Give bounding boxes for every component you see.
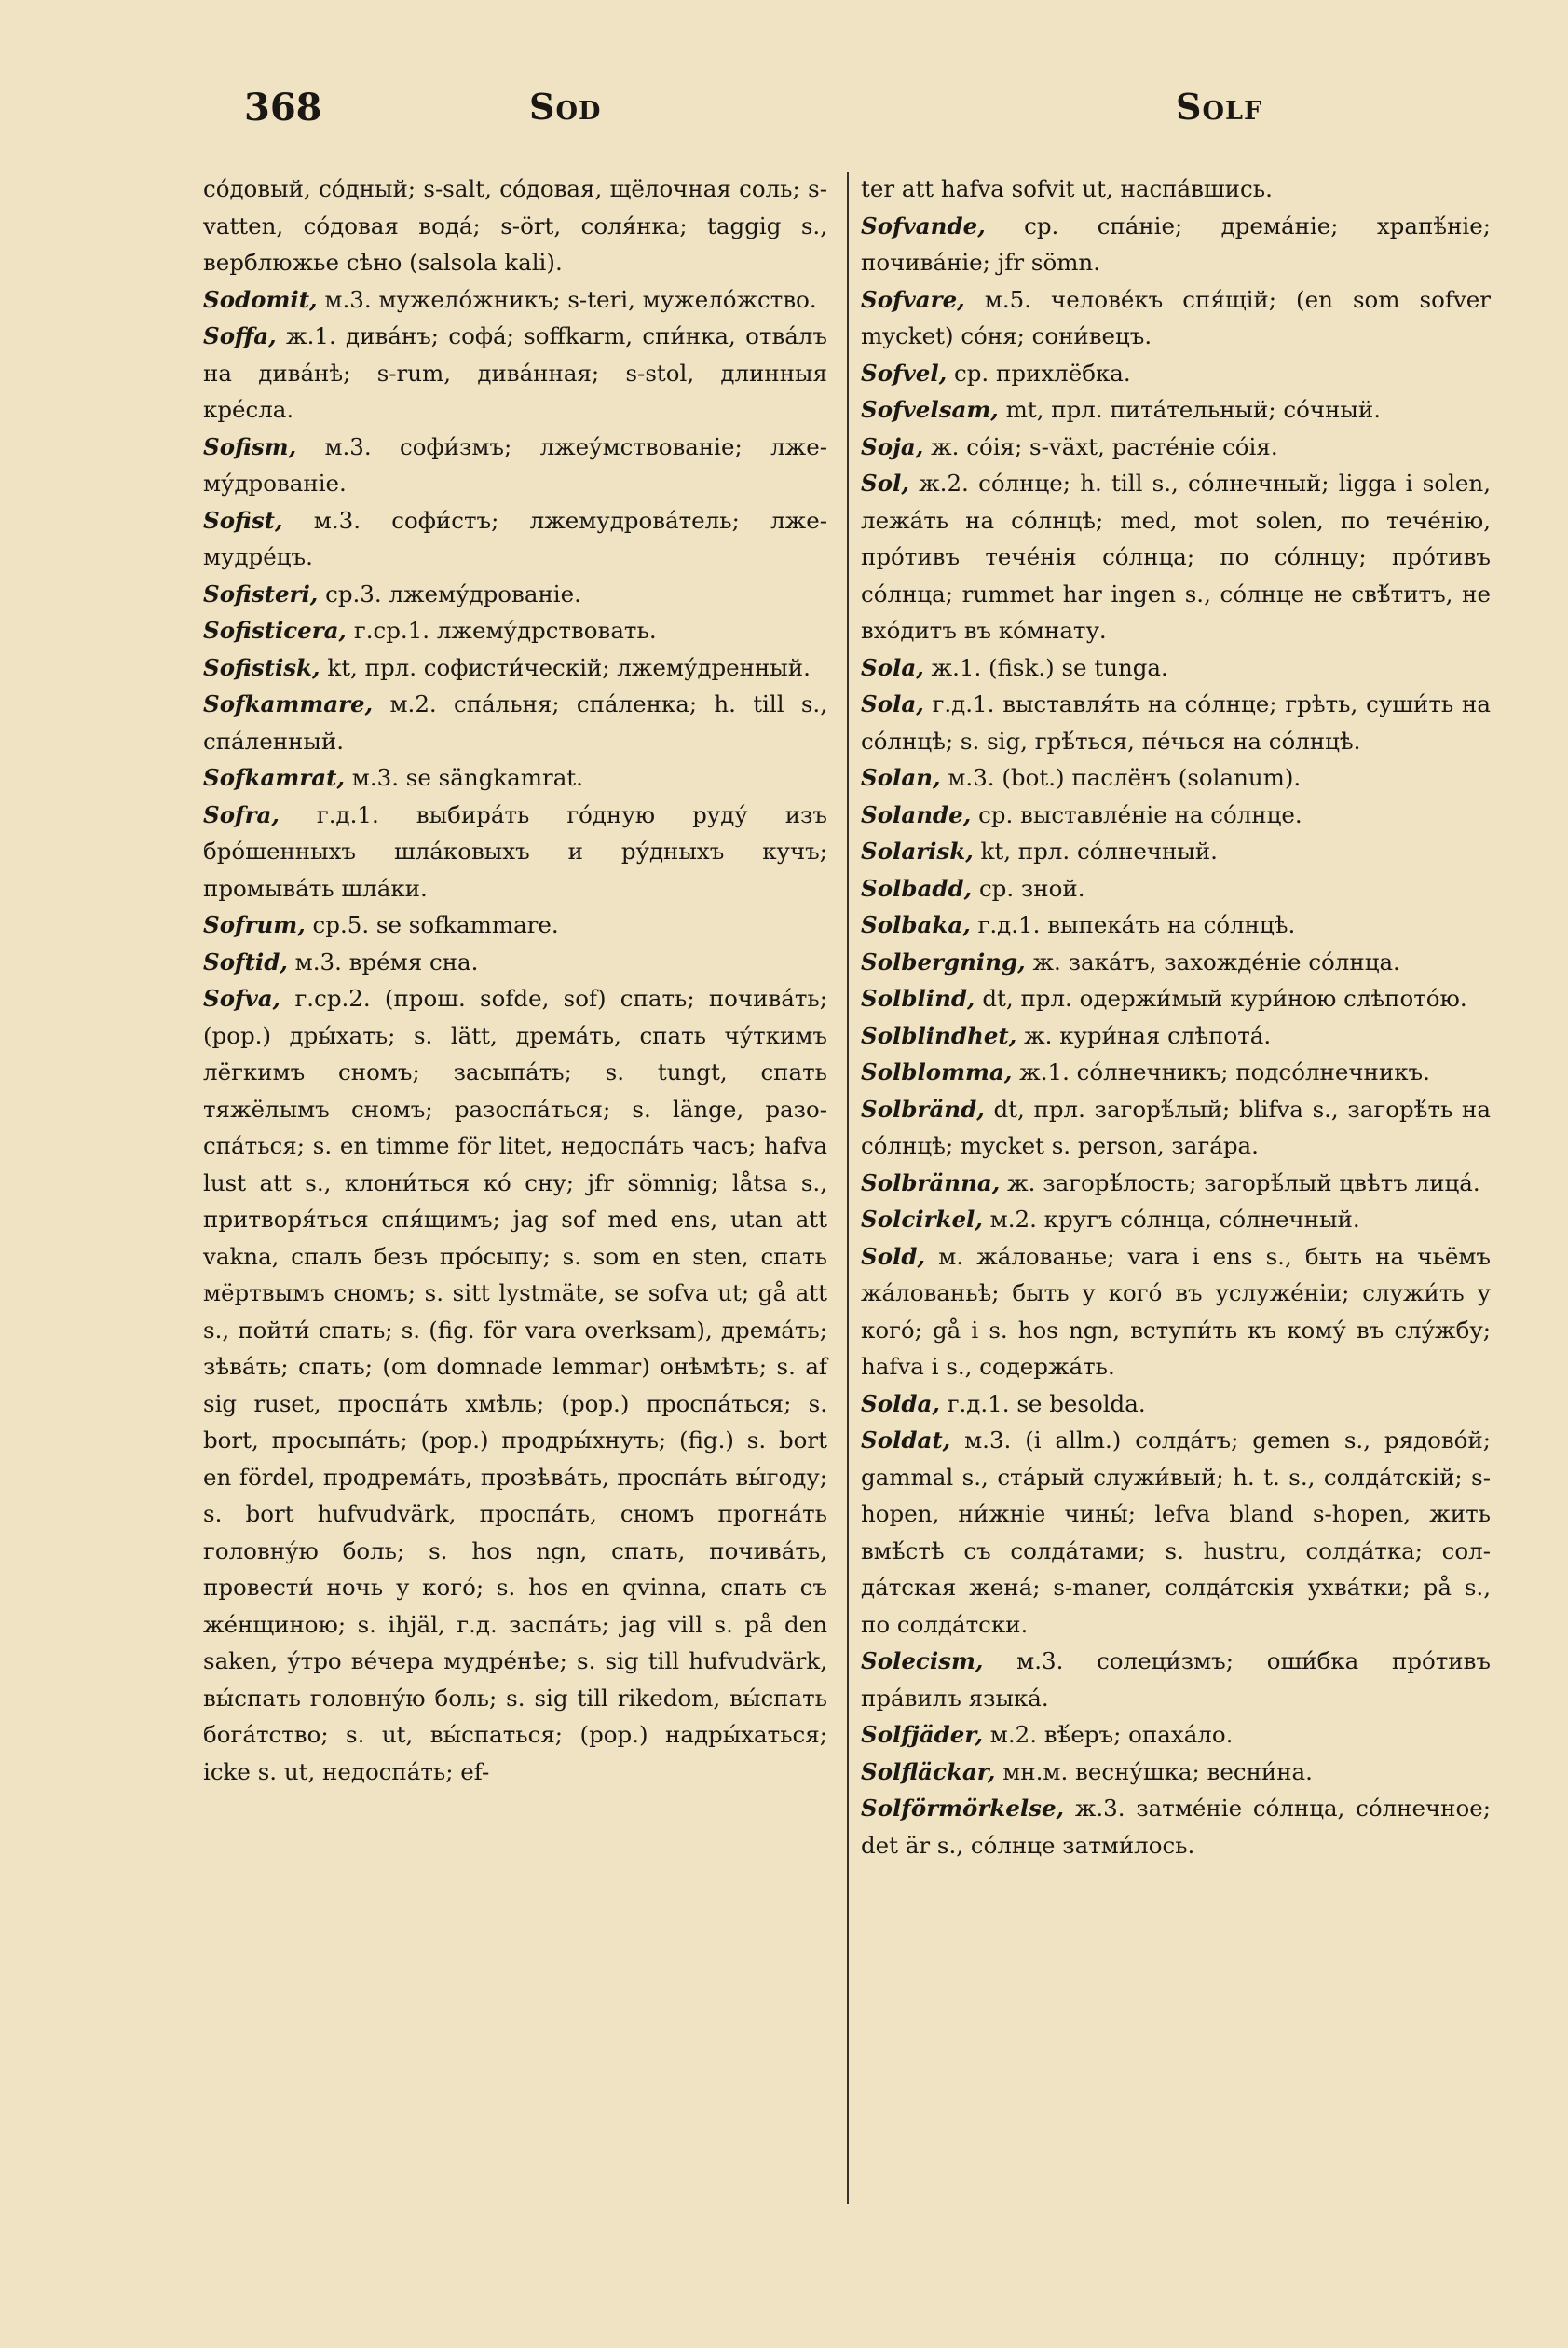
entry-definition: ср. зной. <box>978 874 1085 902</box>
dictionary-entry <box>203 907 827 944</box>
dictionary-entry <box>861 355 1491 392</box>
entry-definition: ж.1. дива́нъ; софа́; soffkarm, спи́нка, отва́лъ на дива́нѣ; s-rum, дива́нная; s-stol, длинныя кре́сла. <box>203 322 827 423</box>
entry-definition: м.3. софи́змъ; лжеу́мствованіе; лжему́дрованіе. <box>203 432 827 497</box>
entry-headword: Sofra, <box>203 800 280 828</box>
entry-definition: ter att hafva sofvit ut, наспа́вшись. <box>861 175 1273 202</box>
dictionary-entry <box>203 797 827 908</box>
dictionary-entry <box>861 391 1491 429</box>
dictionary-entry <box>203 759 827 797</box>
entry-definition: dt, прл. загорѣ́лый; blifva s., загорѣ́ть на со́лнцѣ; mycket s. person, зага́ра. <box>861 1095 1491 1159</box>
entry-headword: Solblind, <box>861 985 975 1012</box>
dictionary-entry <box>861 208 1491 281</box>
entry-headword: Sodomit, <box>203 285 318 313</box>
dictionary-entry <box>861 833 1491 870</box>
entry-definition: мн.м. весну́шка; весни́на. <box>1002 1757 1313 1785</box>
dictionary-entry <box>203 686 827 759</box>
dictionary-entry <box>203 980 827 1790</box>
dictionary-entry <box>861 1386 1491 1423</box>
entry-definition: ж. со́ія; s-växt, расте́ніе со́ія. <box>931 432 1278 460</box>
entry-definition: м.3. (i allm.) солда́тъ; gemen s., рядово́й; gammal s., ста́рый служи́вый; h. t. s., солда́тскій; s-hopen, ни́жніе чины́; lefva bland s-hopen, жить вмѣ́стѣ съ солда́тами; s. hustru, солда́тка; солда́тская жена́; s-maner, солда́тскія ухва́тки; på s., по солда́тски. <box>861 1427 1492 1638</box>
entry-headword: Sofisteri, <box>203 580 319 607</box>
entry-headword: Sofvare, <box>861 285 965 313</box>
dictionary-entry <box>861 649 1491 687</box>
dictionary-entry <box>861 980 1491 1017</box>
entry-definition: со́довый, со́дный; s-salt, со́довая, щёлочная соль; s-vatten, со́довая вода́; s-ört, соля́нка; taggig s., верблюжье сѣно (salsola kali). <box>203 175 827 276</box>
entry-definition: dt, прл. одержи́мый кури́ною слѣпото́ю. <box>982 985 1467 1012</box>
dictionary-entry <box>861 429 1491 466</box>
entry-headword: Solblindhet, <box>861 1021 1017 1049</box>
entry-headword: Sola, <box>861 690 924 717</box>
entry-definition: г.ср.1. лжему́дрствовать. <box>353 617 657 644</box>
dictionary-entry <box>861 907 1491 944</box>
dictionary-entry <box>861 1716 1491 1754</box>
entry-headword: Sola, <box>861 653 924 681</box>
entry-definition: kt, прл. со́лнечный. <box>980 838 1218 865</box>
entry-headword: Solbaka, <box>861 911 971 938</box>
entry-headword: Sofvande, <box>861 212 986 239</box>
dictionary-entry <box>203 171 827 281</box>
entry-headword: Softid, <box>203 948 288 976</box>
dictionary-entry <box>861 797 1491 834</box>
entry-headword: Solande, <box>861 800 972 828</box>
entry-definition: г.д.1. выставля́ть на со́лнце; грѣть, суши́ть на со́лнцѣ; s. sig, грѣ́ться, пе́чься на со́лнцѣ. <box>861 690 1491 755</box>
entry-definition: м.2. вѣ́еръ; опаха́ло. <box>989 1721 1234 1748</box>
dictionary-entry <box>861 686 1491 759</box>
entry-definition: г.д.1. se besolda. <box>947 1389 1146 1417</box>
entry-headword: Sofism, <box>203 432 297 460</box>
dictionary-entry <box>861 1422 1491 1643</box>
entry-headword: Solförmörkelse, <box>861 1795 1065 1822</box>
entry-headword: Sofvelsam, <box>861 396 999 423</box>
dictionary-entry <box>861 281 1491 355</box>
entry-definition: ж. зака́тъ, захожде́ніе со́лнца. <box>1032 948 1400 976</box>
entry-definition: ср.5. se sofkammare. <box>312 911 559 938</box>
dictionary-entry <box>203 612 827 649</box>
entry-definition: ср. спа́ніе; дрема́ніе; храпѣ́ніе; почива́ніе; jfr sömn. <box>861 212 1491 276</box>
entry-headword: Sofkamrat, <box>203 764 345 791</box>
dictionary-entry <box>861 1091 1491 1165</box>
entry-headword: Solcirkel, <box>861 1206 983 1233</box>
dictionary-entry <box>861 1754 1491 1791</box>
dictionary-entry <box>861 870 1491 908</box>
entry-definition: mt, прл. пита́тельный; со́чный. <box>1005 396 1382 423</box>
dictionary-entry <box>203 944 827 981</box>
entry-headword: Solblomma, <box>861 1058 1013 1085</box>
dictionary-entry <box>861 1054 1491 1091</box>
dictionary-entry <box>861 1165 1491 1202</box>
entry-headword: Solda, <box>861 1389 940 1417</box>
left-guide-word: Sod <box>529 86 602 128</box>
entry-headword: Sol, <box>861 470 909 497</box>
entry-headword: Sofistisk, <box>203 653 320 681</box>
entry-definition: м.3. se sängkamrat. <box>351 764 583 791</box>
entry-definition: м.2. спа́льня; спа́ленка; h. till s., спа́ленный. <box>203 690 827 755</box>
entry-headword: Solbränna, <box>861 1168 1001 1196</box>
entry-definition: м.3. солеци́змъ; оши́бка про́тивъ пра́вилъ языка́. <box>861 1647 1491 1712</box>
entry-headword: Sofva, <box>203 985 281 1012</box>
entry-headword: Solfjäder, <box>861 1721 983 1748</box>
entry-headword: Sold, <box>861 1242 926 1270</box>
dictionary-entry <box>203 576 827 613</box>
entry-definition: ж.3. затме́ніе со́лнца, со́лнечное; det är s., со́лнце затми́лось. <box>861 1795 1491 1859</box>
entry-definition: м.3. (bot.) паслёнъ (solanum). <box>948 764 1302 791</box>
dictionary-entry <box>203 429 827 502</box>
entry-headword: Sofisticera, <box>203 617 348 644</box>
dictionary-entry <box>861 1017 1491 1055</box>
entry-definition: м.3. софи́стъ; лжемудрова́тель; лжемудре́цъ. <box>203 506 827 570</box>
entry-definition: м.3. вре́мя сна. <box>294 948 479 976</box>
entry-definition: ср.3. лжему́дрованіе. <box>325 580 581 607</box>
entry-definition: г.д.1. выпека́ть на со́лнцѣ. <box>977 911 1296 938</box>
dictionary-entry <box>861 171 1491 208</box>
entry-definition: м.3. мужело́жникъ; s-teri, мужело́жство. <box>324 285 817 313</box>
dictionary-entry <box>861 465 1491 649</box>
dictionary-entry <box>203 649 827 687</box>
entry-definition: ж.2. со́лнце; h. till s., со́лнечный; ligga i solen, лежа́ть на со́лнцѣ; med, mot solen, по тече́нію, про́тивъ тече́нія со́лнца; по со́лнцу; про́тивъ со́лнца; rummet har ingen s., со́лнце не свѣ́титъ, не вхо́дитъ въ ко́мнату. <box>861 470 1492 644</box>
entry-headword: Soja, <box>861 432 924 460</box>
entry-definition: ж.1. (fisk.) se tunga. <box>931 653 1168 681</box>
right-guide-word: Solf <box>1176 86 1263 128</box>
dictionary-entry <box>203 318 827 429</box>
dictionary-entry <box>203 502 827 576</box>
entry-definition: м.5. челове́къ спя́щій; (en som sofver mycket) со́ня; сони́вецъ. <box>861 285 1491 349</box>
entry-headword: Soldat, <box>861 1427 951 1454</box>
column-divider <box>847 172 849 2204</box>
page-header <box>0 86 1568 142</box>
dictionary-entry <box>861 759 1491 797</box>
entry-headword: Sofist, <box>203 506 283 534</box>
entry-headword: Sofvel, <box>861 359 948 387</box>
page-number: 368 <box>244 86 322 130</box>
entry-headword: Solarisk, <box>861 838 974 865</box>
entry-headword: Solbränd, <box>861 1095 985 1123</box>
entry-definition: м. жа́лованье; vara i ens s., быть на чьёмъ жа́лованьѣ; быть у кого́ въ услуже́ніи; служи́ть у кого́; gå i s. hos ngn, вступи́ть къ кому́ въ слу́жбу; hafva i s., содержа́ть. <box>861 1242 1491 1380</box>
entry-headword: Solecism, <box>861 1647 984 1674</box>
dictionary-entry <box>861 1201 1491 1238</box>
entry-headword: Sofkammare, <box>203 690 374 717</box>
entry-definition: ср. выставле́ніе на со́лнце. <box>978 800 1302 828</box>
dictionary-entry <box>861 1643 1491 1716</box>
entry-definition: м.2. кругъ со́лнца, со́лнечный. <box>989 1206 1360 1233</box>
dictionary-entry <box>203 281 827 319</box>
entry-headword: Sofrum, <box>203 911 306 938</box>
entry-headword: Soffa, <box>203 322 277 349</box>
dictionary-entry <box>861 1238 1491 1386</box>
entry-headword: Solbadd, <box>861 874 973 902</box>
entry-definition: ж. загорѣ́лость; загорѣ́лый цвѣтъ лица́. <box>1007 1168 1480 1196</box>
entry-definition: г.ср.2. (прош. sofde, sof) спать; почива́ть; (рор.) дры́хать; s. lätt, дрема́ть, спать чу́ткимъ лёгкимъ сномъ; засыпа́ть; s. tungt, спать тяжёлымъ сномъ; разоспа́ться; s. länge, разоспа́ться; s. en timme för litet, недоспа́ть часъ; hafva lust att s., клони́ться ко́ сну; jfr sömnig; låtsa s., притворя́ться спя́щимъ; jag sof med ens, utan att vakna, спалъ безъ про́сыпу; s. som en sten, спать мёртвымъ сномъ; s. sitt lystmäte, se sofva ut; gå att s., пойти́ спать; s. (fig. för vara overksam), дрема́ть; зѣва́ть; спать; (om domnade lemmar) онѣмѣть; s. af sig ruset, проспа́ть хмѣль; (рор.) проспа́ться; s. bort, просыпа́ть; (рор.) продры́хнуть; (fig.) s. bort en fördel, продрема́ть, прозѣва́ть, проспа́ть вы́году; s. bort hufvudvärk, проспа́ть, сномъ прогна́ть головну́ю боль; s. hos ngn, спать, почива́ть, провести́ ночь у кого́; s. hos en qvinna, спать съ же́нщиною; s. ihjäl, г.д. заспа́ть; jag vill s. på den saken, у́тро ве́чера мудре́нѣе; s. sig till hufvudvärk, вы́спать головну́ю боль; s. sig till rikedom, вы́спать бога́тство; s. ut, вы́спаться; (рор.) надры́хаться; icke s. ut, недоспа́ть; ef- <box>203 985 827 1785</box>
dictionary-entry <box>861 1790 1491 1863</box>
left-column <box>203 171 827 1790</box>
entry-headword: Solfläckar, <box>861 1757 996 1785</box>
entry-definition: ж. кури́ная слѣпота́. <box>1024 1021 1272 1049</box>
dictionary-entry <box>861 944 1491 981</box>
entry-headword: Solan, <box>861 764 941 791</box>
entry-definition: kt, прл. софисти́ческій; лжему́дренный. <box>327 653 811 681</box>
entry-definition: ж.1. со́лнечникъ; подсо́лнечникъ. <box>1019 1058 1430 1085</box>
entry-definition: ср. прихлёбка. <box>954 359 1131 387</box>
entry-headword: Solbergning, <box>861 948 1026 976</box>
entry-definition: г.д.1. выбира́ть го́дную руду́ изъ бро́шенныхъ шла́ковыхъ и ру́дныхъ кучъ; промыва́ть шла́ки. <box>203 800 827 902</box>
right-column <box>861 171 1491 1863</box>
